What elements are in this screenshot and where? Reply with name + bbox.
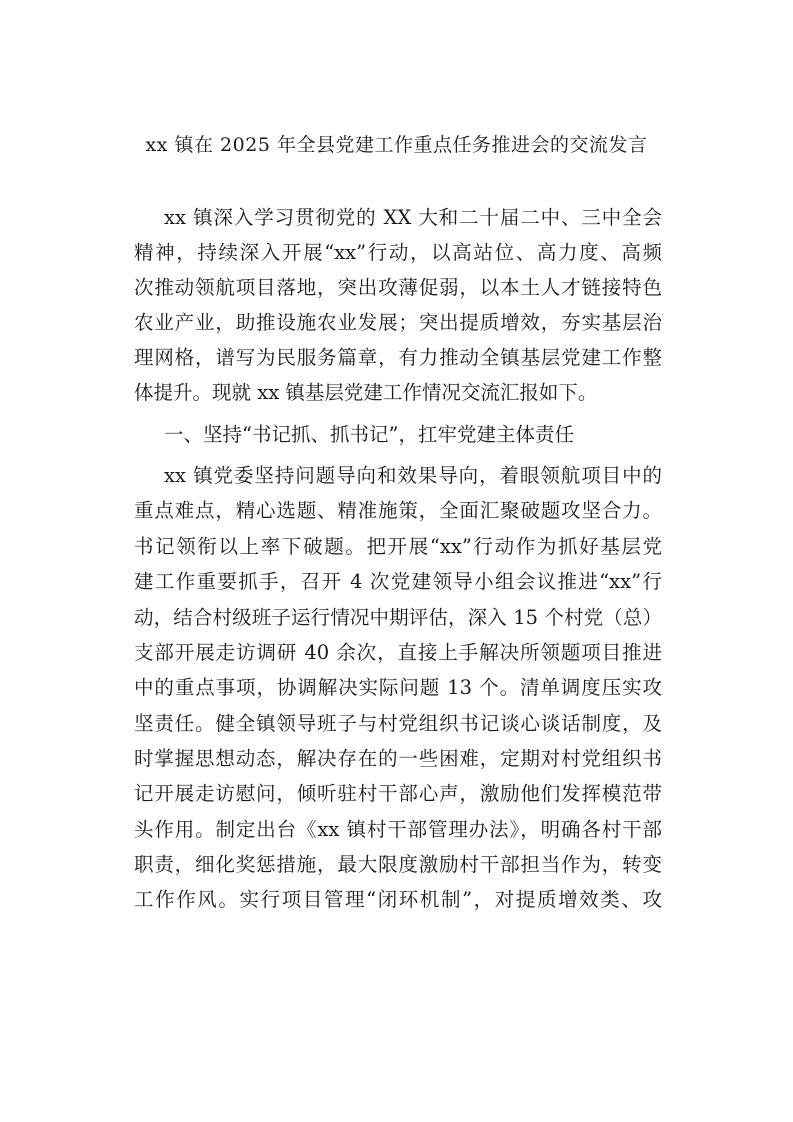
- paragraph-line: 建工作重要抓手，召开 4 次党建领导小组会议推进“xx”行: [134, 570, 662, 593]
- paragraph-line: 头作用。制定出台《xx 镇村干部管理办法》，明确各村干部: [134, 818, 662, 841]
- paragraph-line: 书记领衔以上率下破题。把开展“xx”行动作为抓好基层党: [134, 535, 662, 558]
- section-heading: 一、坚持“书记抓、抓书记”，扛牢党建主体责任: [164, 423, 574, 446]
- paragraph-line: 中的重点事项，协调解决实际问题 13 个。清单调度压实攻: [134, 676, 662, 699]
- paragraph-line: 职责，细化奖惩措施，最大限度激励村干部担当作为，转变: [134, 853, 662, 876]
- paragraph-line: xx 镇党委坚持问题导向和效果导向，着眼领航项目中的: [164, 464, 662, 487]
- paragraph-line: 动，结合村级班子运行情况中期评估，深入 15 个村党（总）: [134, 606, 662, 629]
- document-title: xx 镇在 2025 年全县党建工作重点任务推进会的交流发言: [145, 134, 648, 156]
- paragraph-line: 重点难点，精心选题、精准施策，全面汇聚破题攻坚合力。: [134, 499, 662, 522]
- paragraph-line: 农业产业，助推设施农业发展；突出提质增效，夯实基层治: [134, 311, 662, 334]
- paragraph-line: 时掌握思想动态，解决存在的一些困难，定期对村党组织书: [134, 747, 662, 770]
- paragraph-line: 体提升。现就 xx 镇基层党建工作情况交流汇报如下。: [134, 381, 598, 404]
- paragraph-line: 精神，持续深入开展“xx”行动，以高站位、高力度、高频: [134, 241, 662, 264]
- paragraph-line: 次推动领航项目落地，突出攻薄促弱，以本土人才链接特色: [134, 276, 662, 299]
- paragraph-line: 支部开展走访调研 40 余次，直接上手解决所领题项目推进: [134, 641, 662, 664]
- paragraph-line: 记开展走访慰问，倾听驻村干部心声，激励他们发挥模范带: [134, 782, 662, 805]
- paragraph-line: xx 镇深入学习贯彻党的 XX 大和二十届二中、三中全会: [164, 206, 662, 229]
- paragraph-line: 坚责任。健全镇领导班子与村党组织书记谈心谈话制度，及: [134, 712, 662, 735]
- paragraph-line: 工作作风。实行项目管理“闭环机制”，对提质增效类、攻: [134, 888, 662, 911]
- paragraph-line: 理网格，谱写为民服务篇章，有力推动全镇基层党建工作整: [134, 346, 662, 369]
